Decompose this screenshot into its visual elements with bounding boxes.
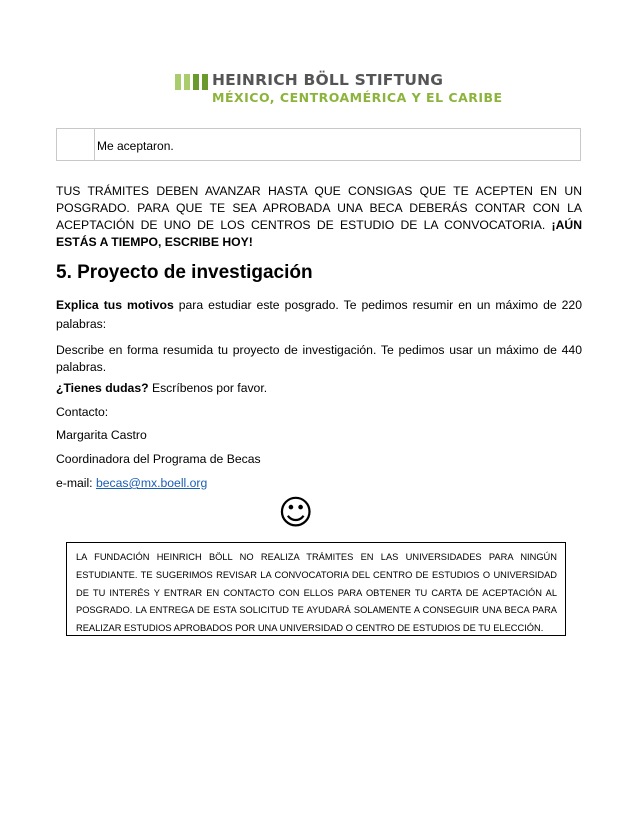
- table-row: [56, 128, 581, 161]
- motivos-paragraph: [56, 296, 582, 334]
- table-divider: [94, 129, 95, 160]
- smiley-icon: ☺: [278, 493, 314, 533]
- disclaimer-box: LA FUNDACIÓN HEINRICH BÖLL NO REALIZA TRÁMITES EN LAS UNIVERSIDADES PARA NINGÚN ESTUDIANTE. TE SUGERIMOS REVISAR LA CONVOCATORIA DEL CENTRO DE ESTUDIOS O UNIVERSIDAD DE TU INTERÉS Y ENTRAR EN CONTACTO CON ELLOS PARA OBTENER TU CARTA DE ACEPTACIÓN AL POSGRADO. LA ENTREGA DE ESTA SOLICITUD TE AYUDARÁ SOLAMENTE A CONSEGUIR UNA BECA PARA REALIZAR ESTUDIOS APROBADOS POR UNA UNIVERSIDAD O CENTRO DE ESTUDIOS DE TU ELECCIÓN.: [66, 542, 566, 636]
- motivos-bold: Explica tus motivos: [56, 298, 174, 312]
- contact-name: Margarita Castro: [56, 428, 147, 442]
- notice-text: TUS TRÁMITES DEBEN AVANZAR HASTA QUE CONSIGAS QUE TE ACEPTEN EN UN POSGRADO. PARA QUE TE SEA APROBADA UNA BECA DEBERÁS CONTAR CON LA ACEPTACIÓN DE UNO DE LOS CENTROS DE ESTUDIO DE LA CONVOCATORIA.: [56, 184, 582, 232]
- email-label: e-mail:: [56, 476, 96, 490]
- motivos-text: para estudiar este posgrado. Te pedimos resumir en un máximo de 220 palabras:: [56, 298, 582, 331]
- proyecto-paragraph: Describe en forma resumida tu proyecto de investigación. Te pedimos usar un máximo de 440 palabras.: [56, 343, 582, 374]
- table-cell-text: Me aceptaron.: [97, 139, 174, 153]
- dudas-text: Escríbenos por favor.: [148, 381, 268, 395]
- notice-emphasis: ¡AÚN ESTÁS A TIEMPO, ESCRIBE HOY!: [56, 218, 582, 249]
- contact-email-line: [56, 476, 207, 490]
- section-heading: 5. Proyecto de investigación: [56, 262, 313, 283]
- dudas-line: [56, 381, 267, 395]
- dudas-bold: ¿Tienes dudas?: [56, 381, 149, 395]
- logo-bars-icon: [175, 74, 209, 90]
- logo-title: HEINRICH BÖLL STIFTUNG: [212, 71, 444, 89]
- notice-paragraph: [56, 183, 582, 251]
- logo-subtitle: MÉXICO, CENTROAMÉRICA Y EL CARIBE: [212, 90, 503, 105]
- contact-role: Coordinadora del Programa de Becas: [56, 452, 261, 466]
- contact-label: Contacto:: [56, 405, 109, 419]
- email-link[interactable]: becas@mx.boell.org: [95, 476, 208, 490]
